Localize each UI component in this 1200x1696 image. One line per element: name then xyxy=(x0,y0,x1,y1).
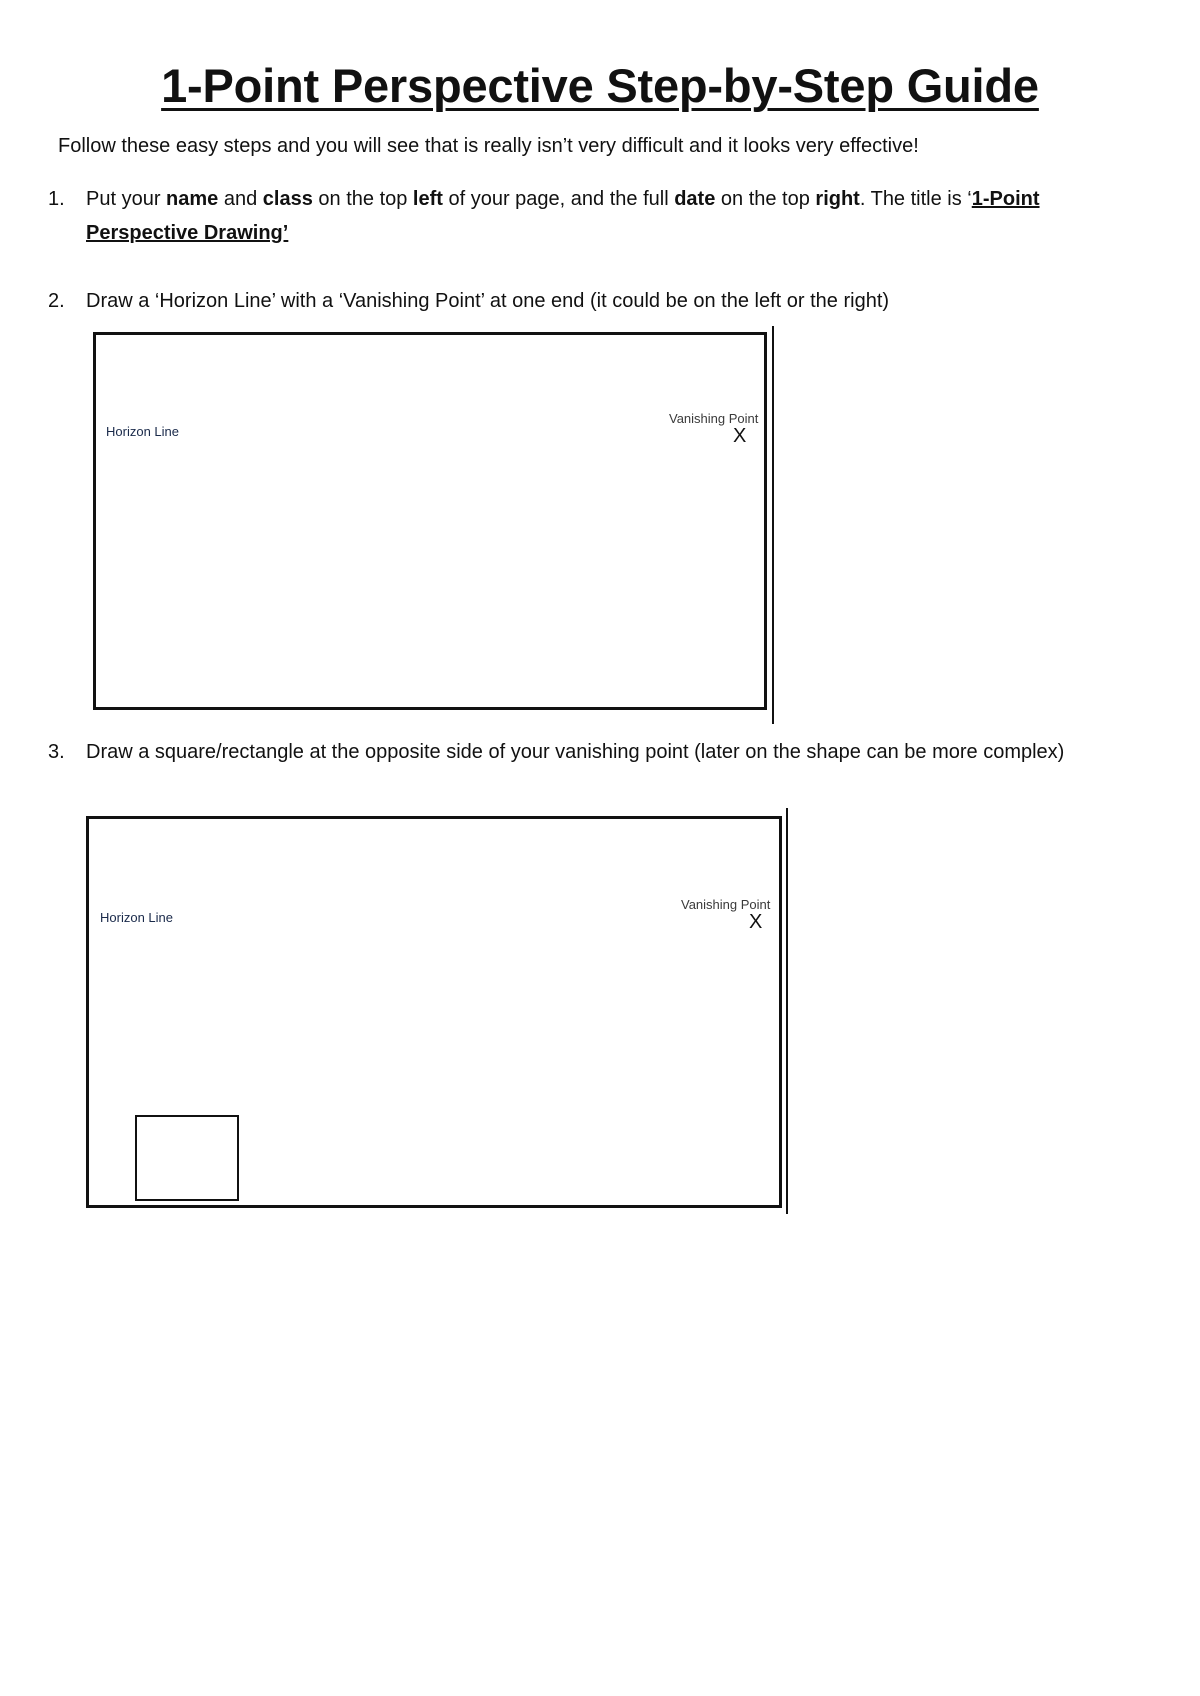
page-title: 1-Point Perspective Step-by-Step Guide xyxy=(161,59,1039,112)
step-1-drawing-title: 1-Point Perspective Drawing’ xyxy=(86,188,1040,244)
frame-edge-line xyxy=(786,808,788,1214)
horizon-line-label: Horizon Line xyxy=(106,424,179,439)
step-1-class-keyword: class xyxy=(262,188,313,210)
vanishing-point-mark: X xyxy=(749,911,763,933)
step-1-left-keyword: left xyxy=(412,188,443,210)
step-1-date-keyword: date xyxy=(674,188,716,210)
step-1-text-part: on the top xyxy=(312,188,413,210)
step-1-number: 1. xyxy=(48,188,65,210)
step-3-text: Draw a square/rectangle at the opposite side of your vanishing point (later on the shape can be more complex) xyxy=(86,741,1065,763)
horizon-line-label: Horizon Line xyxy=(100,910,173,925)
step-2 xyxy=(48,284,1158,318)
step-1 xyxy=(48,182,1158,252)
vanishing-point-mark: X xyxy=(733,425,747,447)
intro-text: Follow these easy steps and you will see that is really isn’t very difficult and it looks very effective! xyxy=(58,135,919,157)
step-3-number: 3. xyxy=(48,741,65,763)
step-1-text-part: on the top xyxy=(715,188,816,210)
frame-edge-line xyxy=(772,326,774,724)
step-3 xyxy=(48,735,1158,805)
vanishing-point-label: Vanishing Point xyxy=(669,411,759,426)
step-2-number: 2. xyxy=(48,290,65,312)
horizon-diagram-2 xyxy=(86,816,782,1208)
step-1-text-part: Put your xyxy=(86,188,167,210)
vanishing-point-label: Vanishing Point xyxy=(681,897,771,912)
starting-square xyxy=(135,1115,239,1201)
step-1-text xyxy=(86,182,1146,250)
step-1-name-keyword: name xyxy=(166,188,219,210)
horizon-diagram-1 xyxy=(93,332,767,710)
step-1-text-part: . The title is ‘ xyxy=(859,188,972,210)
step-2-text: Draw a ‘Horizon Line’ with a ‘Vanishing Point’ at one end (it could be on the left or the right) xyxy=(86,290,890,312)
step-1-text-part: and xyxy=(218,188,263,210)
step-1-right-keyword: right xyxy=(815,188,860,210)
step-1-text-part: of your page, and the full xyxy=(442,188,675,210)
